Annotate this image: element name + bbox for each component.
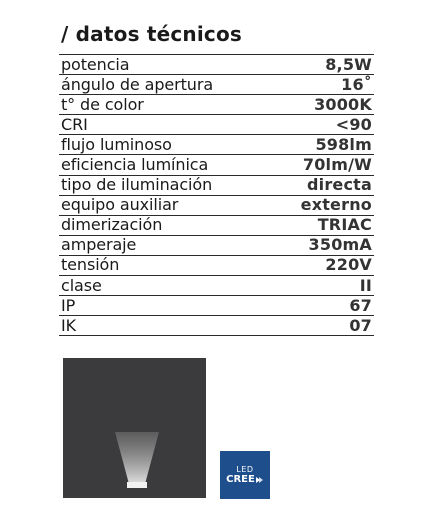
spec-row — [59, 135, 374, 155]
specs-table — [59, 54, 374, 336]
cree-arrow-icon — [256, 476, 264, 484]
spec-label: tensión — [61, 255, 120, 275]
spec-label: eficiencia lumínica — [61, 155, 209, 175]
spec-value: 67 — [349, 295, 372, 315]
spec-row — [59, 316, 374, 336]
spec-row — [59, 216, 374, 236]
spec-value: 70lm/W — [302, 155, 372, 175]
spec-label: ángulo de apertura — [61, 74, 214, 94]
badge-led-text: LED — [236, 465, 254, 474]
spec-row — [59, 55, 374, 75]
spec-label: potencia — [61, 54, 130, 74]
spec-label: t° de color — [61, 94, 144, 114]
spec-row — [59, 256, 374, 276]
spec-value: directa — [306, 175, 372, 195]
spec-row — [59, 296, 374, 316]
spec-value: externo — [300, 195, 372, 215]
spec-value: TRIAC — [317, 215, 372, 235]
spec-label: flujo luminoso — [61, 134, 172, 154]
spec-value: 598lm — [315, 134, 372, 154]
spec-row — [59, 276, 374, 296]
spec-label: CRI — [61, 114, 88, 134]
spec-label: IK — [61, 315, 77, 335]
spec-label: amperaje — [61, 235, 137, 255]
spec-value: 3000K — [314, 94, 372, 114]
spec-value: II — [359, 275, 372, 295]
spec-row — [59, 95, 374, 115]
spec-value: <90 — [335, 114, 372, 134]
spec-value: 350mA — [308, 235, 372, 255]
spec-value: 16˚ — [341, 74, 372, 94]
spec-row — [59, 236, 374, 256]
spec-value: 8,5W — [325, 54, 372, 74]
product-photo — [63, 358, 206, 498]
spec-label: tipo de iluminación — [61, 175, 213, 195]
spec-label: equipo auxiliar — [61, 195, 179, 215]
spec-label: clase — [61, 275, 102, 295]
spec-label: IP — [61, 295, 76, 315]
led-cree-badge — [220, 451, 270, 499]
spec-row — [59, 196, 374, 216]
spec-value: 07 — [349, 315, 372, 335]
spec-value: 220V — [325, 255, 372, 275]
spec-row — [59, 75, 374, 95]
light-beam-icon — [115, 432, 159, 488]
spec-label: dimerización — [61, 215, 163, 235]
badge-cree-text — [226, 474, 264, 485]
page-title: / datos técnicos — [61, 22, 243, 46]
spec-row — [59, 176, 374, 196]
badge-cree-label: CREE — [226, 474, 255, 485]
spec-row — [59, 155, 374, 175]
spec-row — [59, 115, 374, 135]
